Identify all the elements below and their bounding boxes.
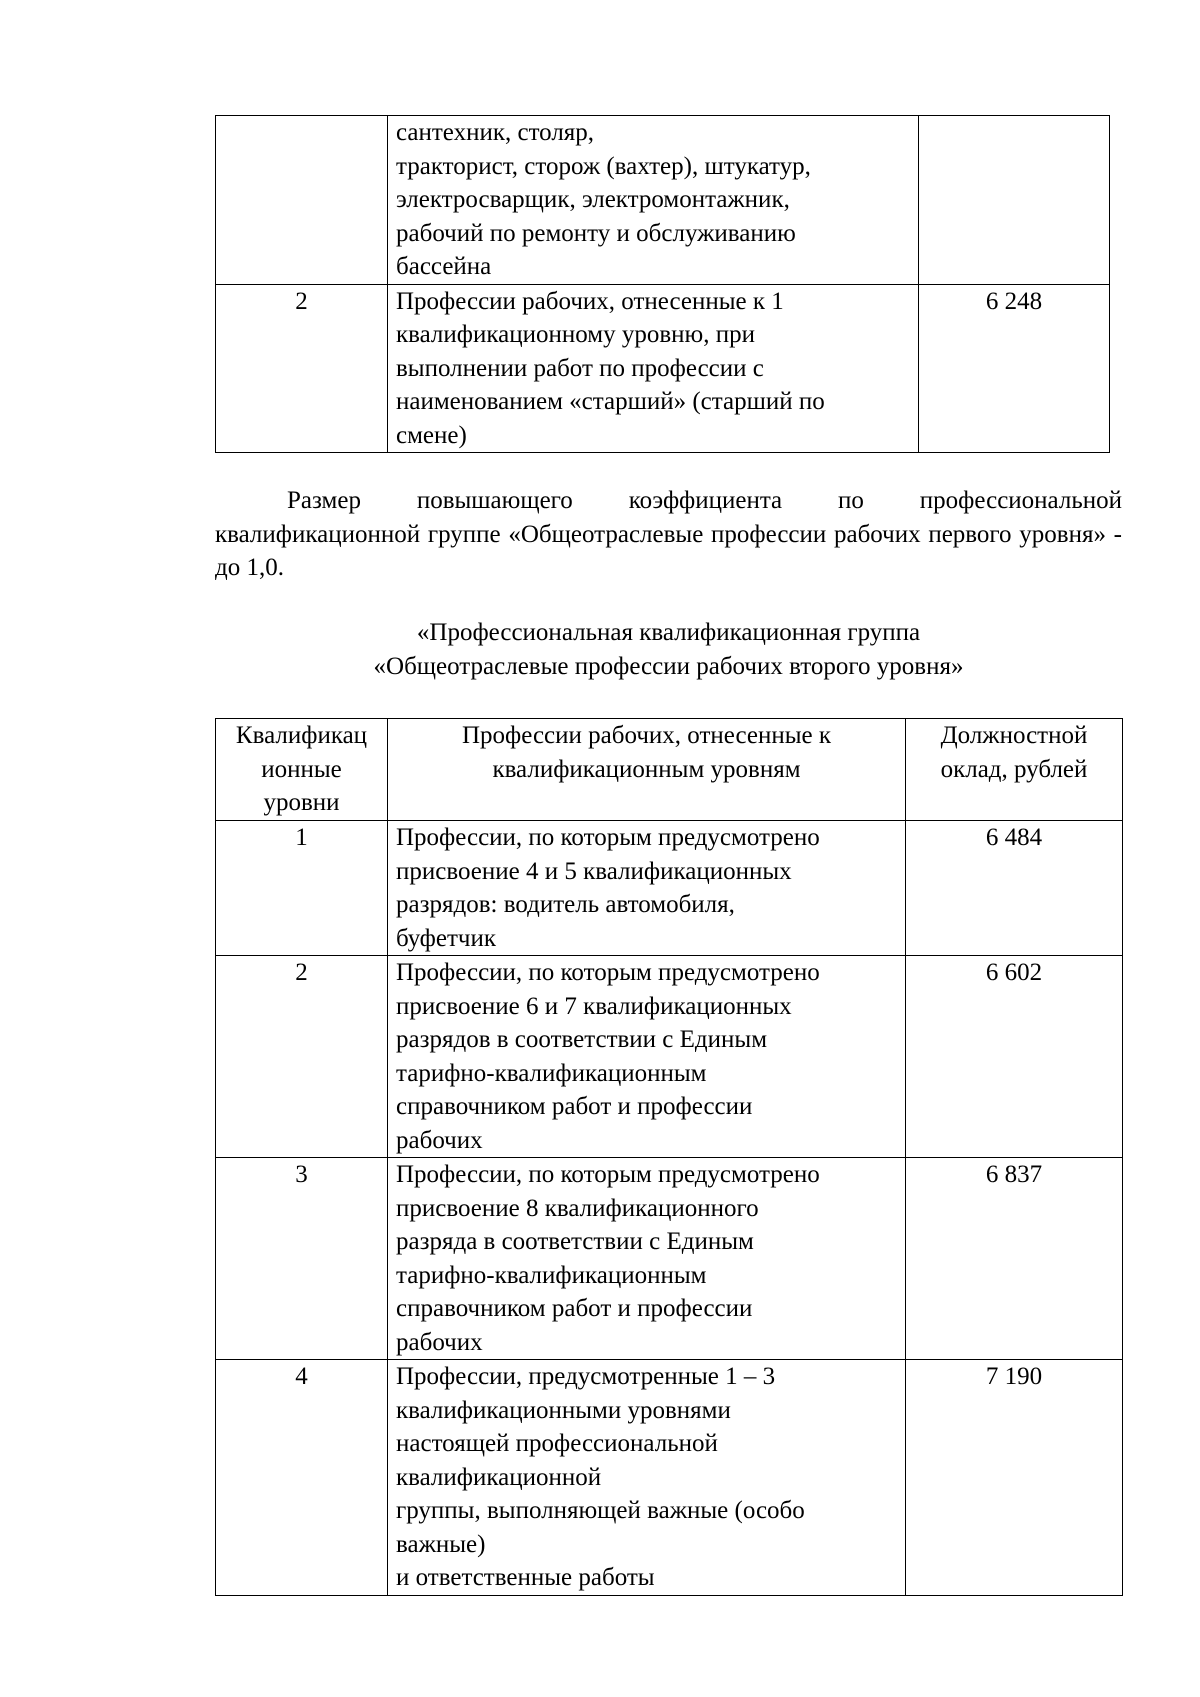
group-heading — [215, 616, 1122, 683]
table-cell-salary: 6 248 — [919, 284, 1110, 453]
table-cell-salary — [919, 116, 1110, 285]
table-row — [216, 956, 1123, 1158]
group-heading-line-1: «Профессиональная квалификационная группа — [416, 619, 921, 646]
table-row — [216, 1360, 1123, 1596]
table-cell-professions: Профессии, предусмотренные 1 – 3 квалификационными уровнями настоящей профессиональной квалификационной группы, выполняющей важные (особо важные) и ответственные работы — [388, 1360, 906, 1596]
table-cell-level — [216, 116, 388, 285]
table-cell-level: 3 — [216, 1158, 388, 1360]
table-first-level-professions — [215, 115, 1110, 453]
table-cell-salary: 6 837 — [906, 1158, 1123, 1360]
table-second-level-professions — [215, 718, 1123, 1596]
table-cell-level: 1 — [216, 821, 388, 956]
table-cell-professions: Профессии, по которым предусмотрено присвоение 4 и 5 квалификационных разрядов: водитель автомобиля, буфетчик — [388, 821, 906, 956]
header-professions: Профессии рабочих, отнесенные к квалификационным уровням — [388, 719, 906, 821]
header-level: Квалификац ионные уровни — [216, 719, 388, 821]
table-cell-salary: 6 484 — [906, 821, 1123, 956]
table-cell-level: 2 — [216, 284, 388, 453]
table-header-row — [216, 719, 1123, 821]
coefficient-paragraph: Размер повышающего коэффициента по профессиональной квалификационной группе «Общеотраслевые профессии рабочих первого уровня» - до 1,0. — [215, 487, 1122, 581]
table-row — [216, 116, 1110, 285]
table-cell-professions: Профессии рабочих, отнесенные к 1 квалификационному уровню, при выполнении работ по профессии с наименованием «старший» (старший по смене) — [388, 284, 919, 453]
table-row — [216, 1158, 1123, 1360]
table-cell-salary: 7 190 — [906, 1360, 1123, 1596]
table-cell-level: 2 — [216, 956, 388, 1158]
table-cell-professions: Профессии, по которым предусмотрено присвоение 6 и 7 квалификационных разрядов в соответствии с Единым тарифно-квалификационным справочником работ и профессии рабочих — [388, 956, 906, 1158]
group-heading-line-2: «Общеотраслевые профессии рабочих второго уровня» — [373, 652, 964, 680]
table-cell-professions: сантехник, столяр, тракторист, сторож (вахтер), штукатур, электросварщик, электромонтажник, рабочий по ремонту и обслуживанию бассейна — [388, 116, 919, 285]
table-cell-level: 4 — [216, 1360, 388, 1596]
header-salary: Должностной оклад, рублей — [906, 719, 1123, 821]
table-row — [216, 284, 1110, 453]
table-row — [216, 821, 1123, 956]
table-cell-salary: 6 602 — [906, 956, 1123, 1158]
table-cell-professions: Профессии, по которым предусмотрено присвоение 8 квалификационного разряда в соответствии с Единым тарифно-квалификационным справочником работ и профессии рабочих — [388, 1158, 906, 1360]
